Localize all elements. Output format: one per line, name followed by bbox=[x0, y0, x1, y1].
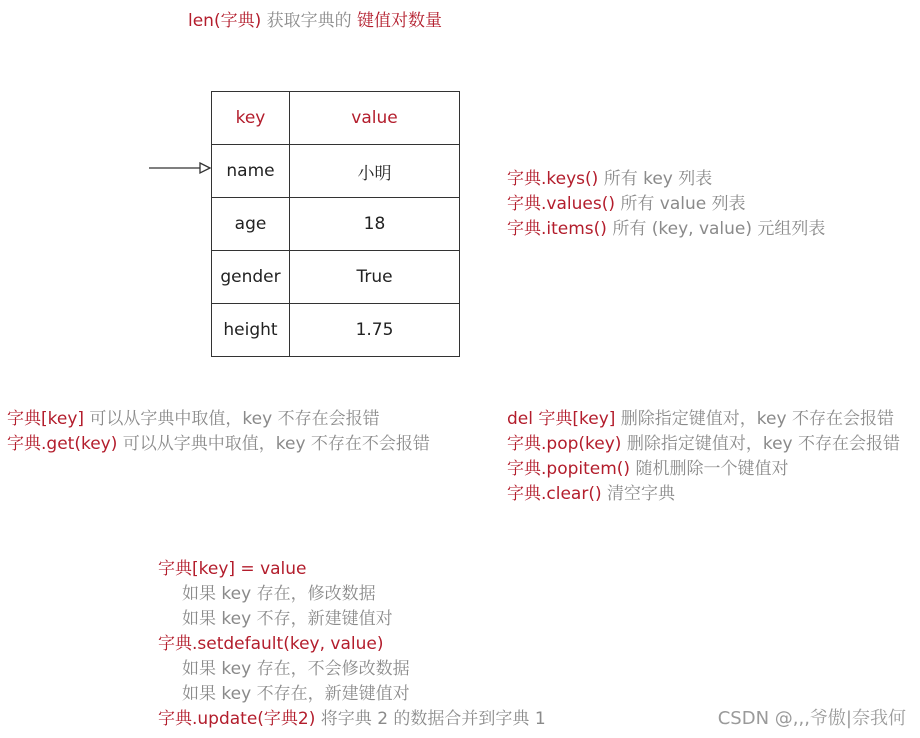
method-code: 字典.update(字典2) bbox=[158, 709, 316, 729]
method-code: 字典.values() bbox=[507, 194, 615, 214]
method-note: 如果 key 存在，修改数据 bbox=[182, 584, 376, 604]
method-desc: 随机删除一个键值对 bbox=[630, 459, 789, 479]
method-note: 如果 key 存在，不会修改数据 bbox=[182, 659, 410, 679]
list-item bbox=[507, 482, 675, 507]
page-title bbox=[188, 9, 442, 34]
row-key: height bbox=[212, 304, 290, 357]
list-item bbox=[7, 432, 430, 457]
method-desc: 删除指定键值对，key 不存在会报错 bbox=[621, 434, 900, 454]
method-code: del 字典[key] bbox=[507, 409, 616, 429]
list-item bbox=[507, 457, 788, 482]
method-desc: 可以从字典中取值，key 不存在会报错 bbox=[84, 409, 380, 429]
table-row bbox=[212, 304, 460, 357]
row-value: True bbox=[290, 251, 460, 304]
method-note: 如果 key 不存，新建键值对 bbox=[182, 609, 393, 629]
header-key: key bbox=[212, 92, 290, 145]
table-row bbox=[212, 145, 460, 198]
arrow-right-icon bbox=[148, 158, 212, 178]
title-desc: 获取字典的 bbox=[261, 11, 358, 31]
method-code: 字典.setdefault(key, value) bbox=[158, 634, 384, 654]
title-highlight: 键值对数量 bbox=[357, 11, 443, 31]
list-item bbox=[507, 217, 825, 242]
method-code: 字典.clear() bbox=[507, 484, 602, 504]
method-code: 字典[key] = value bbox=[158, 559, 307, 579]
table-row bbox=[212, 251, 460, 304]
method-code: 字典[key] bbox=[7, 409, 85, 429]
header-value: value bbox=[290, 92, 460, 145]
method-code: 字典.popitem() bbox=[507, 459, 631, 479]
list-item bbox=[507, 432, 900, 457]
title-func: len(字典) bbox=[188, 11, 262, 31]
method-code: 字典.items() bbox=[507, 219, 607, 239]
method-desc: 所有 key 列表 bbox=[598, 169, 713, 189]
row-value: 18 bbox=[290, 198, 460, 251]
list-item bbox=[507, 407, 894, 432]
watermark: CSDN @,,,爷傲|奈我何 bbox=[717, 708, 906, 729]
list-item bbox=[507, 192, 746, 217]
list-item bbox=[507, 167, 712, 192]
row-key: gender bbox=[212, 251, 290, 304]
method-desc: 将字典 2 的数据合并到字典 1 bbox=[315, 709, 546, 729]
row-key: name bbox=[212, 145, 290, 198]
method-note: 如果 key 不存在，新建键值对 bbox=[182, 684, 410, 704]
method-code: 字典.get(key) bbox=[7, 434, 118, 454]
table-row bbox=[212, 198, 460, 251]
table-header-row bbox=[212, 92, 460, 145]
row-value: 1.75 bbox=[290, 304, 460, 357]
dict-table bbox=[211, 91, 460, 357]
method-code: 字典.keys() bbox=[507, 169, 599, 189]
row-value: 小明 bbox=[290, 145, 460, 198]
method-desc: 所有 value 列表 bbox=[614, 194, 746, 214]
method-desc: 可以从字典中取值，key 不存在不会报错 bbox=[117, 434, 430, 454]
method-desc: 所有 (key, value) 元组列表 bbox=[606, 219, 826, 239]
method-desc: 删除指定键值对，key 不存在会报错 bbox=[615, 409, 894, 429]
list-item bbox=[7, 407, 380, 432]
method-code: 字典.pop(key) bbox=[507, 434, 622, 454]
row-key: age bbox=[212, 198, 290, 251]
list-item bbox=[158, 707, 546, 732]
method-desc: 清空字典 bbox=[601, 484, 676, 504]
